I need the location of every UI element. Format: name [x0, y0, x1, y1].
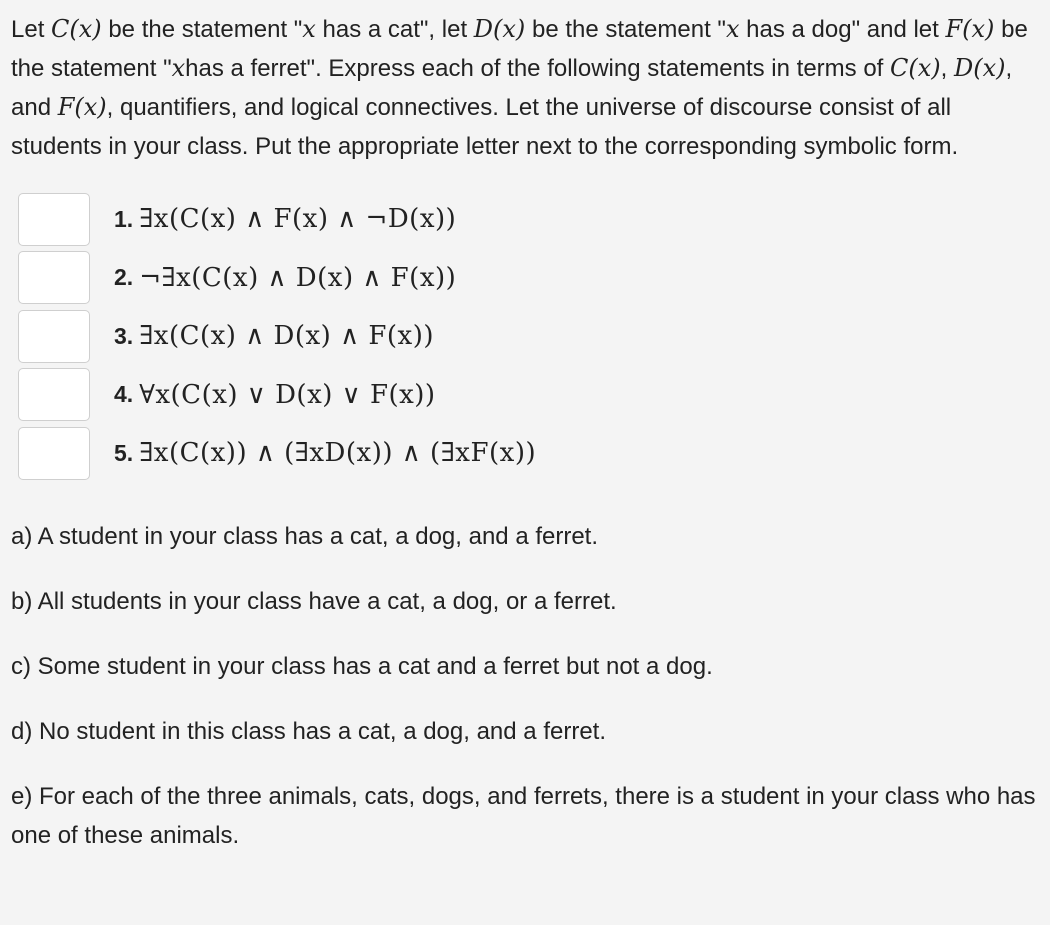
answer-input-4[interactable] [18, 368, 90, 421]
question-list [11, 517, 1040, 855]
math-fx: F(x) [57, 93, 107, 121]
intro-text: be the statement " [525, 16, 726, 43]
answer-number: 4. [114, 381, 134, 408]
symbolic-form: ∃x(C(x)) ∧ (∃xD(x)) ∧ (∃xF(x)) [139, 438, 537, 469]
math-dx: D(x) [953, 54, 1006, 82]
symbolic-form: ∃x(C(x) ∧ D(x) ∧ F(x)) [139, 321, 434, 352]
answer-number: 3. [114, 322, 134, 349]
intro-text: be the statement " [101, 16, 303, 43]
math-cx: C(x) [890, 54, 941, 82]
question-e: e) For each of the three animals, cats, dogs, and ferrets, there is a student in your class who has one of these animals. [11, 782, 1036, 849]
symbolic-form: ∃x(C(x) ∧ F(x) ∧ ¬D(x)) [139, 204, 457, 235]
intro-text: , and [11, 55, 1013, 121]
answer-input-2[interactable] [18, 251, 90, 304]
symbolic-form: ∀x(C(x) ∨ D(x) ∨ F(x)) [139, 379, 436, 410]
problem-statement [11, 10, 1041, 166]
intro-text: Let [11, 16, 52, 43]
math-x: x [302, 15, 316, 43]
answer-input-5[interactable] [18, 427, 90, 480]
question-d: d) No student in this class has a cat, a dog, and a ferret. [11, 717, 606, 745]
intro-text: , [940, 55, 954, 82]
math-dx: D(x) [473, 15, 526, 43]
answer-row-4 [18, 366, 1040, 425]
answer-number: 5. [114, 439, 134, 466]
answer-row-1 [18, 190, 1040, 249]
math-fx: F(x) [945, 15, 995, 43]
intro-text: has a ferret". Express each of the following statements in terms of [185, 55, 891, 82]
answer-number: 2. [114, 264, 134, 291]
intro-text: be the statement " [11, 16, 1028, 82]
answer-row-2 [18, 249, 1040, 308]
answer-number: 1. [114, 205, 134, 232]
intro-text: has a dog" and let [739, 16, 946, 43]
math-x: x [171, 54, 186, 82]
symbolic-form: ¬∃x(C(x) ∧ D(x) ∧ F(x)) [139, 262, 457, 293]
answer-list [18, 190, 1040, 483]
math-cx: C(x) [51, 15, 102, 43]
intro-text: has a cat", let [315, 16, 474, 43]
math-x: x [725, 15, 740, 43]
answer-row-5 [18, 424, 1040, 483]
question-c: c) Some student in your class has a cat and a ferret but not a dog. [11, 652, 713, 680]
intro-text: , quantifiers, and logical connectives. Let the universe of discourse consist of all students in your class. Put the appropriate letter next to the corresponding symbolic form. [11, 94, 959, 160]
question-b: b) All students in your class have a cat, a dog, or a ferret. [11, 587, 617, 615]
question-a: a) A student in your class has a cat, a dog, and a ferret. [11, 522, 599, 550]
answer-input-3[interactable] [18, 310, 90, 363]
answer-row-3 [18, 307, 1040, 366]
answer-input-1[interactable] [18, 193, 90, 246]
